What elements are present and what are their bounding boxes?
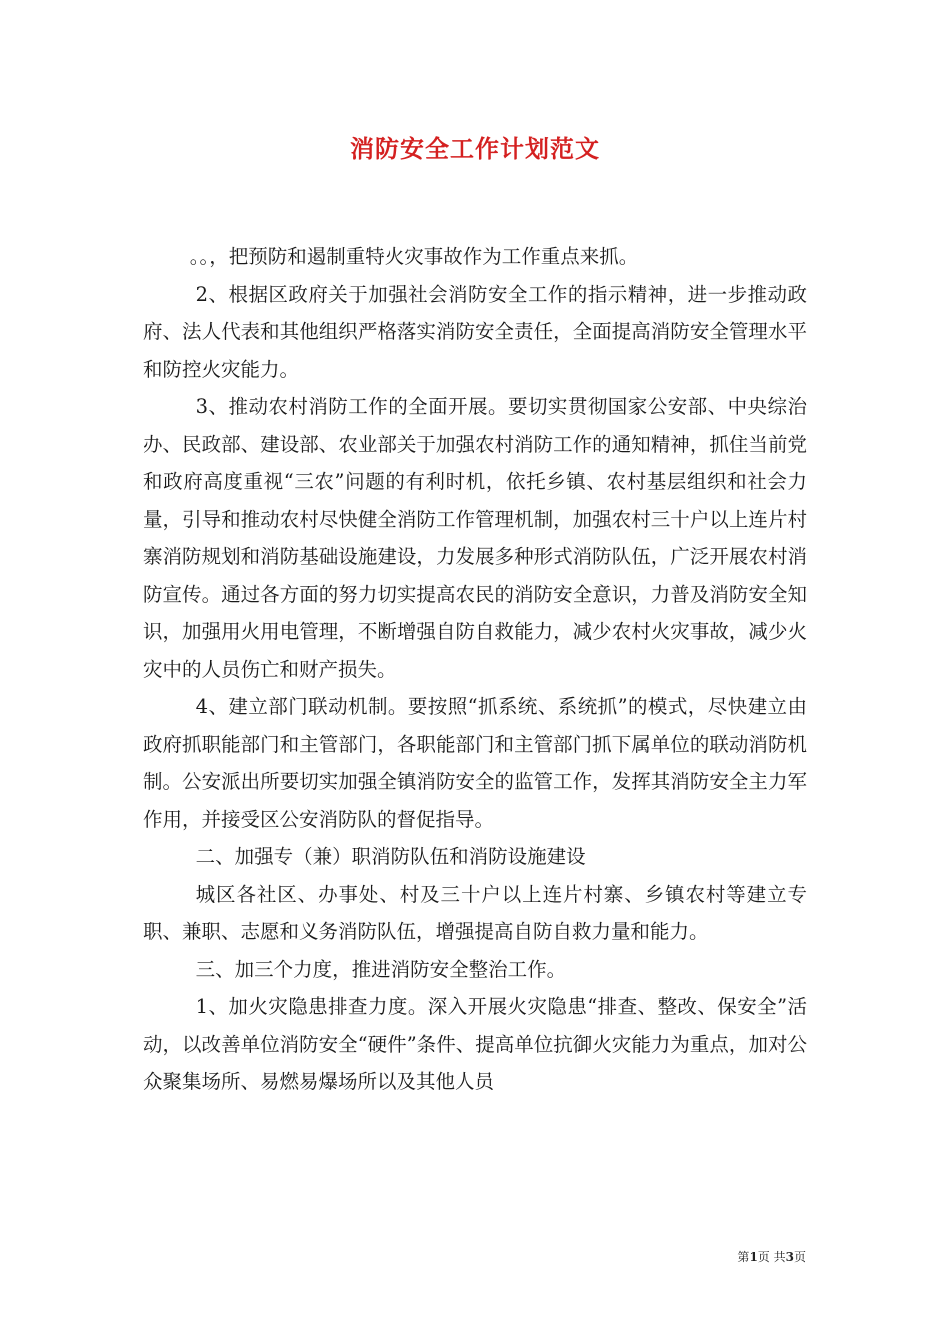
total-pages-number: 3 xyxy=(785,1250,794,1264)
paragraph-1: 。。，把预防和遏制重特火灾事故作为工作重点来抓。 xyxy=(189,245,639,268)
section-heading-3: 三、加三个力度，推进消防安全整治工作。 xyxy=(195,957,567,981)
paragraph-4: 4、建立部门联动机制。要按照“抓系统、系统抓”的模式，尽快建立由政府抓职能部门和主管部门，各职能部门和主管部门抓下属单位的联动消防机制。公安派出所要切实加强全镇消防安全的监管工作，发挥其消防安全主力军作用，并接受区公安消防队的督促指导。 xyxy=(143,695,807,831)
document-title: 消防安全工作计划范文 xyxy=(350,134,600,163)
paragraph-3: 3、推动农村消防工作的全面开展。要切实贯彻国家公安部、中央综治办、民政部、建设部、农业部关于加强农村消防工作的通知精神，抓住当前党和政府高度重视“三农”问题的有利时机，依托乡镇、农村基层组织和社会力量，引导和推动农村尽快健全消防工作管理机制，加强农村三十户以上连片村寨消防规划和消防基础设施建设，力发展多种形式消防队伍，广泛开展农村消防宣传。通过各方面的努力切实提高农民的消防安全意识，力普及消防安全知识，加强用火用电管理，不断增强自防自救能力，减少农村火灾事故，减少火灾中的人员伤亡和财产损失。 xyxy=(143,395,807,681)
paragraph-5: 城区各社区、办事处、村及三十户以上连片村寨、乡镇农村等建立专职、兼职、志愿和义务消防队伍，增强提高自防自救力量和能力。 xyxy=(143,882,807,943)
page-footer xyxy=(737,1248,806,1265)
footer-suffix: 页 xyxy=(793,1250,806,1264)
current-page-number: 1 xyxy=(749,1250,758,1264)
paragraph-6: 1、加火灾隐患排查力度。深入开展火灾隐患“排查、整改、保安全”活动，以改善单位消防安全“硬件”条件、提高单位抗御火灾能力为重点，加对公众聚集场所、易燃易爆场所以及其他人员 xyxy=(143,995,807,1093)
footer-middle: 页 共 xyxy=(757,1250,786,1264)
footer-prefix: 第 xyxy=(737,1250,750,1264)
document-body xyxy=(143,238,807,1101)
section-heading-2: 二、加强专（兼）职消防队伍和消防设施建设 xyxy=(195,845,586,868)
paragraph-2: 2、根据区政府关于加强社会消防安全工作的指示精神，进一步推动政府、法人代表和其他组织严格落实消防安全责任，全面提高消防安全管理水平和防控火灾能力。 xyxy=(143,282,807,381)
